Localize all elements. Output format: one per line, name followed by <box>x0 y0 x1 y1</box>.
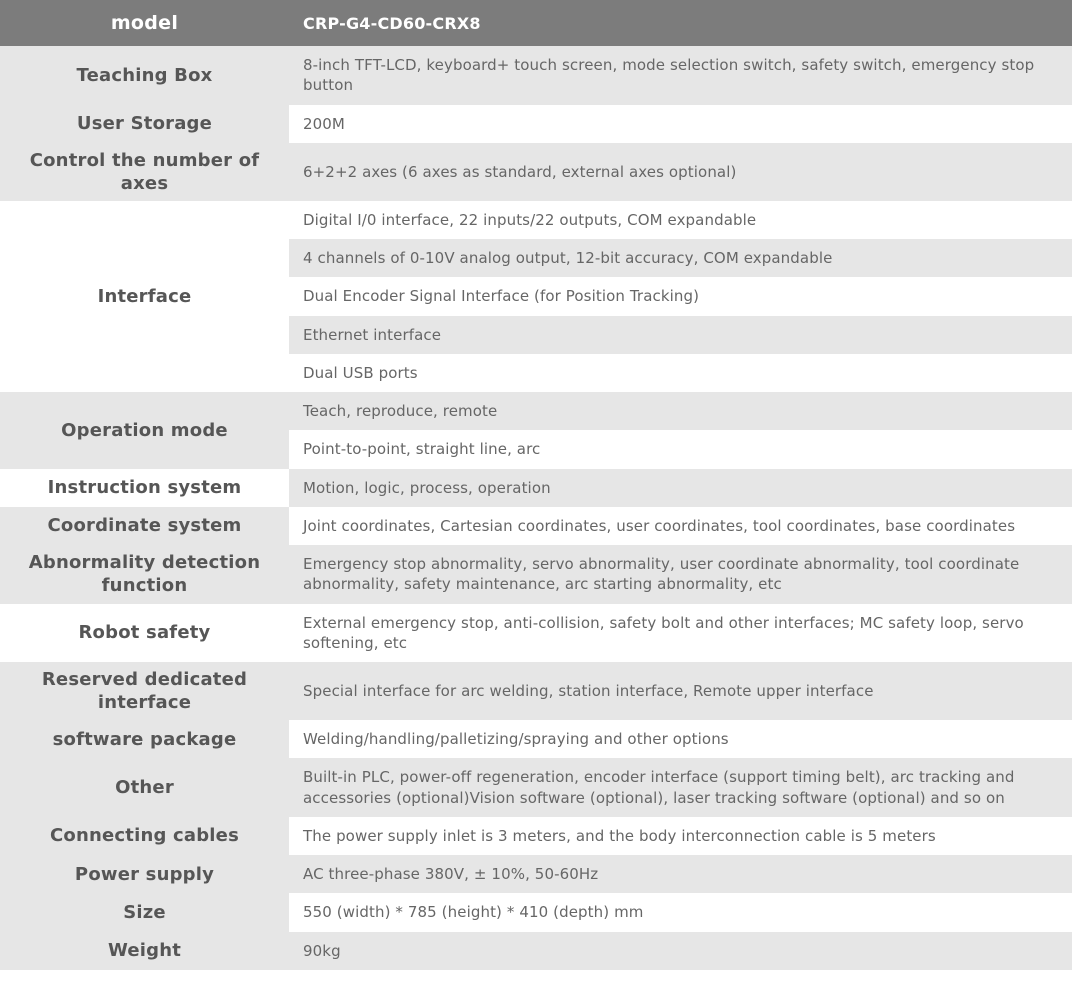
table-row <box>0 932 1072 970</box>
row-value-text: Digital I/0 interface, 22 inputs/22 outputs, COM expandable <box>303 210 757 229</box>
row-value-text: Ethernet interface <box>303 325 442 344</box>
row-value-text: Welding/handling/palletizing/spraying and other options <box>303 730 729 749</box>
row-value-text: Point-to-point, straight line, arc <box>303 440 541 459</box>
table-row <box>0 201 1072 239</box>
row-value-text: External emergency stop, anti-collision, safety bolt and other interfaces; MC safety loop, servo softening, etc <box>303 613 1024 652</box>
row-label-weight: Weight <box>0 932 289 970</box>
row-value-interface-2 <box>289 239 1072 277</box>
row-value-text: Teach, reproduce, remote <box>303 402 498 421</box>
row-label-instruction-system: Instruction system <box>0 469 289 507</box>
row-value-software-package <box>289 720 1072 758</box>
table-row <box>0 392 1072 430</box>
row-label-robot-safety: Robot safety <box>0 604 289 663</box>
table-row <box>0 507 1072 545</box>
table-row <box>0 855 1072 893</box>
row-value-text: AC three-phase 380V, ± 10%, 50-60Hz <box>303 865 599 884</box>
row-value-power-supply <box>289 855 1072 893</box>
header-model-value: CRP-G4-CD60-CRX8 <box>289 0 1072 46</box>
row-value-text: 90kg <box>303 941 341 960</box>
table-row <box>0 46 1072 105</box>
row-value-interface-1 <box>289 201 1072 239</box>
row-value-interface-3 <box>289 277 1072 315</box>
row-label-control-axes: Control the number of axes <box>0 143 289 201</box>
row-value-text: 8-inch TFT-LCD, keyboard+ touch screen, mode selection switch, safety switch, emergency stop button <box>303 56 1035 95</box>
table-row <box>0 817 1072 855</box>
table-row <box>0 105 1072 143</box>
table-row <box>0 893 1072 931</box>
row-value-other <box>289 758 1072 817</box>
row-value-text: Emergency stop abnormality, servo abnormality, user coordinate abnormality, tool coordinate abnormality, safety maintenance, arc starting abnormality, etc <box>303 555 1020 594</box>
table-row <box>0 662 1072 720</box>
row-value-text: 6+2+2 axes (6 axes as standard, external axes optional) <box>303 162 737 181</box>
row-value-instruction-system <box>289 469 1072 507</box>
row-value-text: Joint coordinates, Cartesian coordinates, user coordinates, tool coordinates, base coordinates <box>303 516 1016 535</box>
table-header-row <box>0 0 1072 46</box>
row-label-coordinate-system: Coordinate system <box>0 507 289 545</box>
row-label-operation-mode: Operation mode <box>0 392 289 469</box>
row-value-interface-4 <box>289 316 1072 354</box>
header-model-label: model <box>0 0 289 46</box>
row-value-text: 4 channels of 0-10V analog output, 12-bit accuracy, COM expandable <box>303 249 833 268</box>
table-row <box>0 469 1072 507</box>
row-value-teaching-box <box>289 46 1072 105</box>
row-value-text: Dual Encoder Signal Interface (for Position Tracking) <box>303 287 700 306</box>
row-value-operation-mode-2 <box>289 430 1072 468</box>
row-label-other: Other <box>0 758 289 817</box>
table-row <box>0 758 1072 817</box>
row-label-interface: Interface <box>0 201 289 392</box>
row-value-text: 550 (width) * 785 (height) * 410 (depth) mm <box>303 903 644 922</box>
table-row <box>0 143 1072 201</box>
row-value-text: Special interface for arc welding, station interface, Remote upper interface <box>303 681 874 700</box>
table-row <box>0 604 1072 663</box>
row-value-text: Built-in PLC, power-off regeneration, encoder interface (support timing belt), arc tracking and accessories (optional)Vision software (optional), laser tracking software (optional) and so on <box>303 768 1015 807</box>
row-label-reserved-interface: Reserved dedicated interface <box>0 662 289 720</box>
row-label-software-package: software package <box>0 720 289 758</box>
row-value-text: 200M <box>303 114 345 133</box>
row-value-operation-mode-1 <box>289 392 1072 430</box>
row-value-reserved-interface <box>289 662 1072 720</box>
row-value-size <box>289 893 1072 931</box>
row-value-robot-safety <box>289 604 1072 663</box>
row-value-control-axes <box>289 143 1072 201</box>
row-value-interface-5 <box>289 354 1072 392</box>
row-value-text: Motion, logic, process, operation <box>303 478 551 497</box>
row-value-connecting-cables <box>289 817 1072 855</box>
row-label-abnormality-detection: Abnormality detection function <box>0 545 289 604</box>
row-label-power-supply: Power supply <box>0 855 289 893</box>
row-value-text: Dual USB ports <box>303 363 418 382</box>
row-value-text: The power supply inlet is 3 meters, and the body interconnection cable is 5 meters <box>303 826 936 845</box>
row-value-coordinate-system <box>289 507 1072 545</box>
row-value-abnormality-detection <box>289 545 1072 604</box>
table-row <box>0 545 1072 604</box>
row-label-size: Size <box>0 893 289 931</box>
row-label-connecting-cables: Connecting cables <box>0 817 289 855</box>
row-label-user-storage: User Storage <box>0 105 289 143</box>
row-label-teaching-box: Teaching Box <box>0 46 289 105</box>
row-value-user-storage <box>289 105 1072 143</box>
row-value-weight <box>289 932 1072 970</box>
table-row <box>0 720 1072 758</box>
